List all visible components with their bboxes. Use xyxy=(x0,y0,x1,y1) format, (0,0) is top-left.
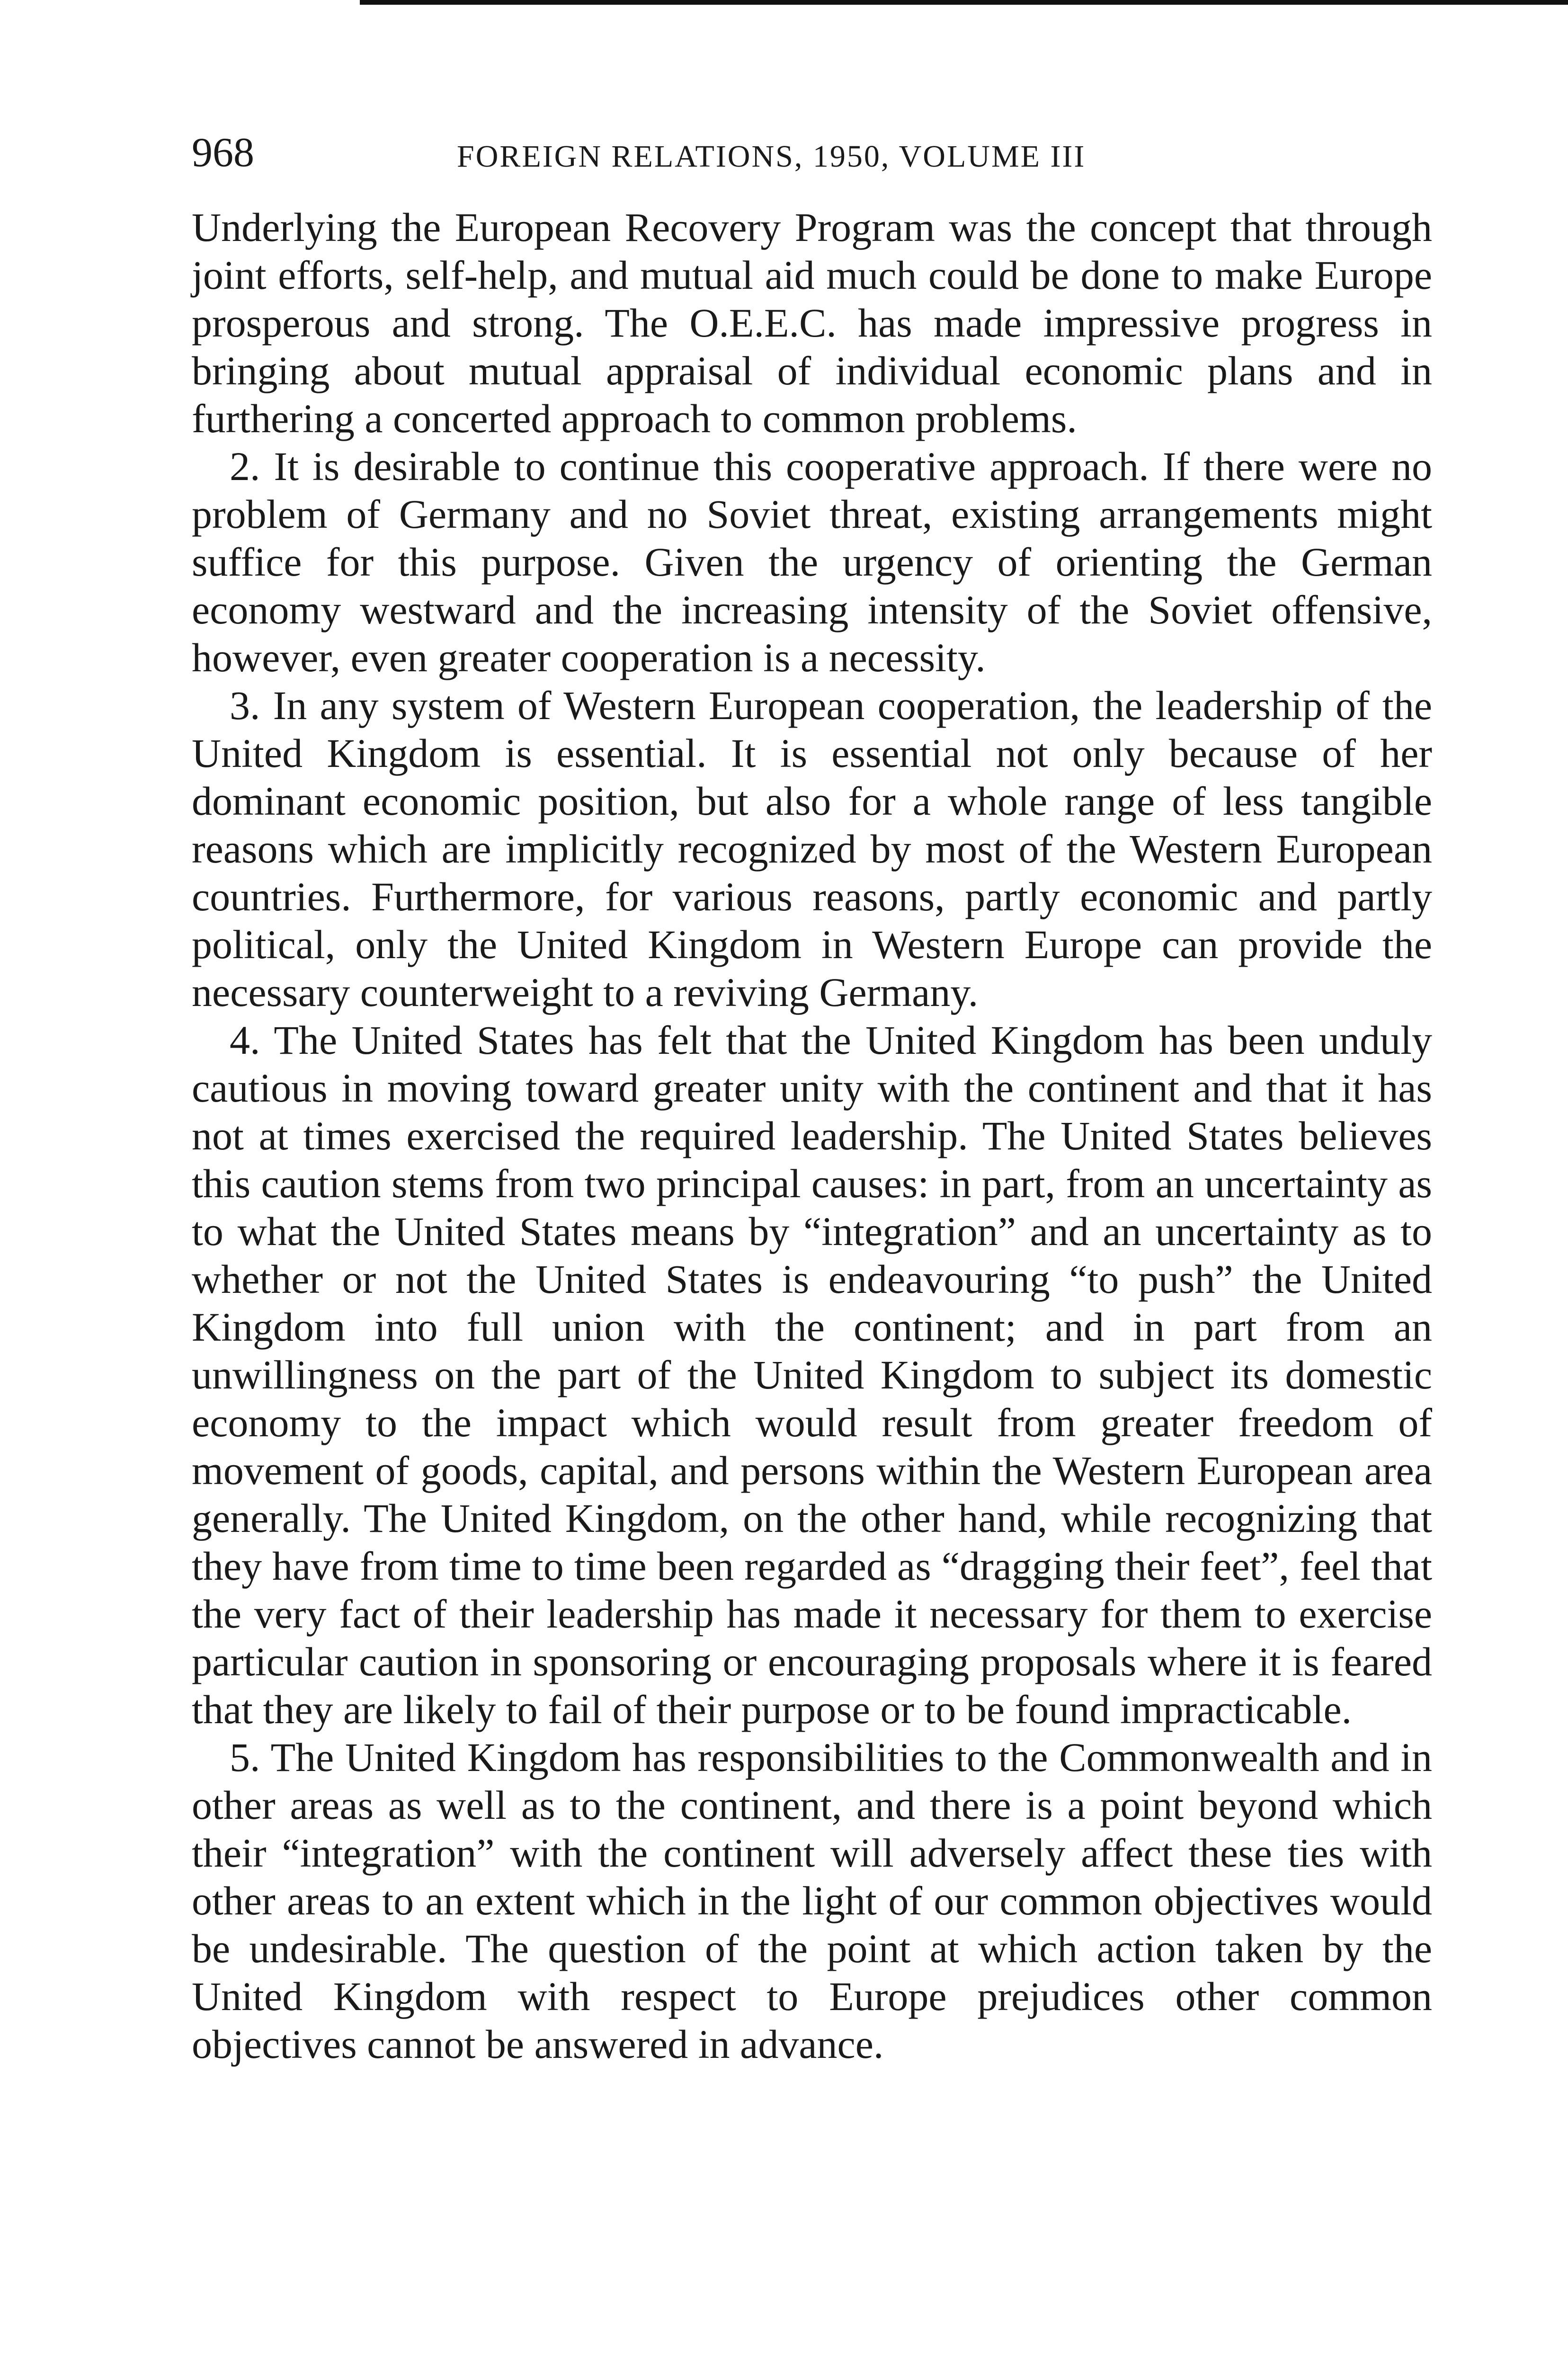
paragraph-5: 5. The United Kingdom has responsibilities to the Commonwealth and in other areas as well as to the continent, and there is a point beyond which their “integration” with the continent will adversely affect these ties with other areas to an extent which in the light of our common objectives would be undesirable. The question of the point at which action taken by the United Kingdom with respect to Europe prejudices other common objectives cannot be answered in advance. xyxy=(192,1735,1432,2067)
top-border-rule xyxy=(360,0,1568,5)
paragraph-3: 3. In any system of Western European cooperation, the leadership of the United Kingdom is essential. It is essential not only because of her dominant economic position, but also for a whole range of less tangible reasons which are implicitly recognized by most of the Western European countries. Furthermore, for various reasons, partly economic and partly political, only the United Kingdom in Western Europe can provide the necessary counterweight to a reviving Germany. xyxy=(192,683,1432,1015)
page-number: 968 xyxy=(192,130,254,176)
body-text xyxy=(192,204,1432,2068)
page-header xyxy=(192,127,1432,179)
paragraph-2: 2. It is desirable to continue this cooperative approach. If there were no problem of Germany and no Soviet threat, existing arrangements might suffice for this purpose. Given the urgency of orienting the German economy westward and the increasing intensity of the Soviet offensive, however, even greater cooperation is a necessity. xyxy=(192,444,1432,680)
running-head: FOREIGN RELATIONS, 1950, VOLUME III xyxy=(457,139,1086,174)
paragraph-4: 4. The United States has felt that the United Kingdom has been unduly cautious in moving toward greater unity with the continent and that it has not at times exercised the required leadership. The United States believes this caution stems from two principal causes: in part, from an uncertainty as to what the United States means by “integration” and an uncertainty as to whether or not the United States is endeavouring “to push” the United Kingdom into full union with the continent; and in part from an unwillingness on the part of the United Kingdom to subject its domestic economy to the impact which would result from greater freedom of movement of goods, capital, and persons within the Western European area generally. The United Kingdom, on the other hand, while recognizing that they have from time to time been regarded as “dragging their feet”, feel that the very fact of their leadership has made it necessary for them to exercise particular caution in sponsoring or encouraging proposals where it is feared that they are likely to fail of their purpose or to be found impracticable. xyxy=(192,1017,1432,1732)
paragraph-1: Underlying the European Recovery Program was the concept that through joint efforts, self-help, and mutual aid much could be done to make Europe prosperous and strong. The O.E.E.C. has made impressive progress in bringing about mutual appraisal of individual economic plans and in furthering a concerted approach to common problems. xyxy=(192,205,1432,441)
